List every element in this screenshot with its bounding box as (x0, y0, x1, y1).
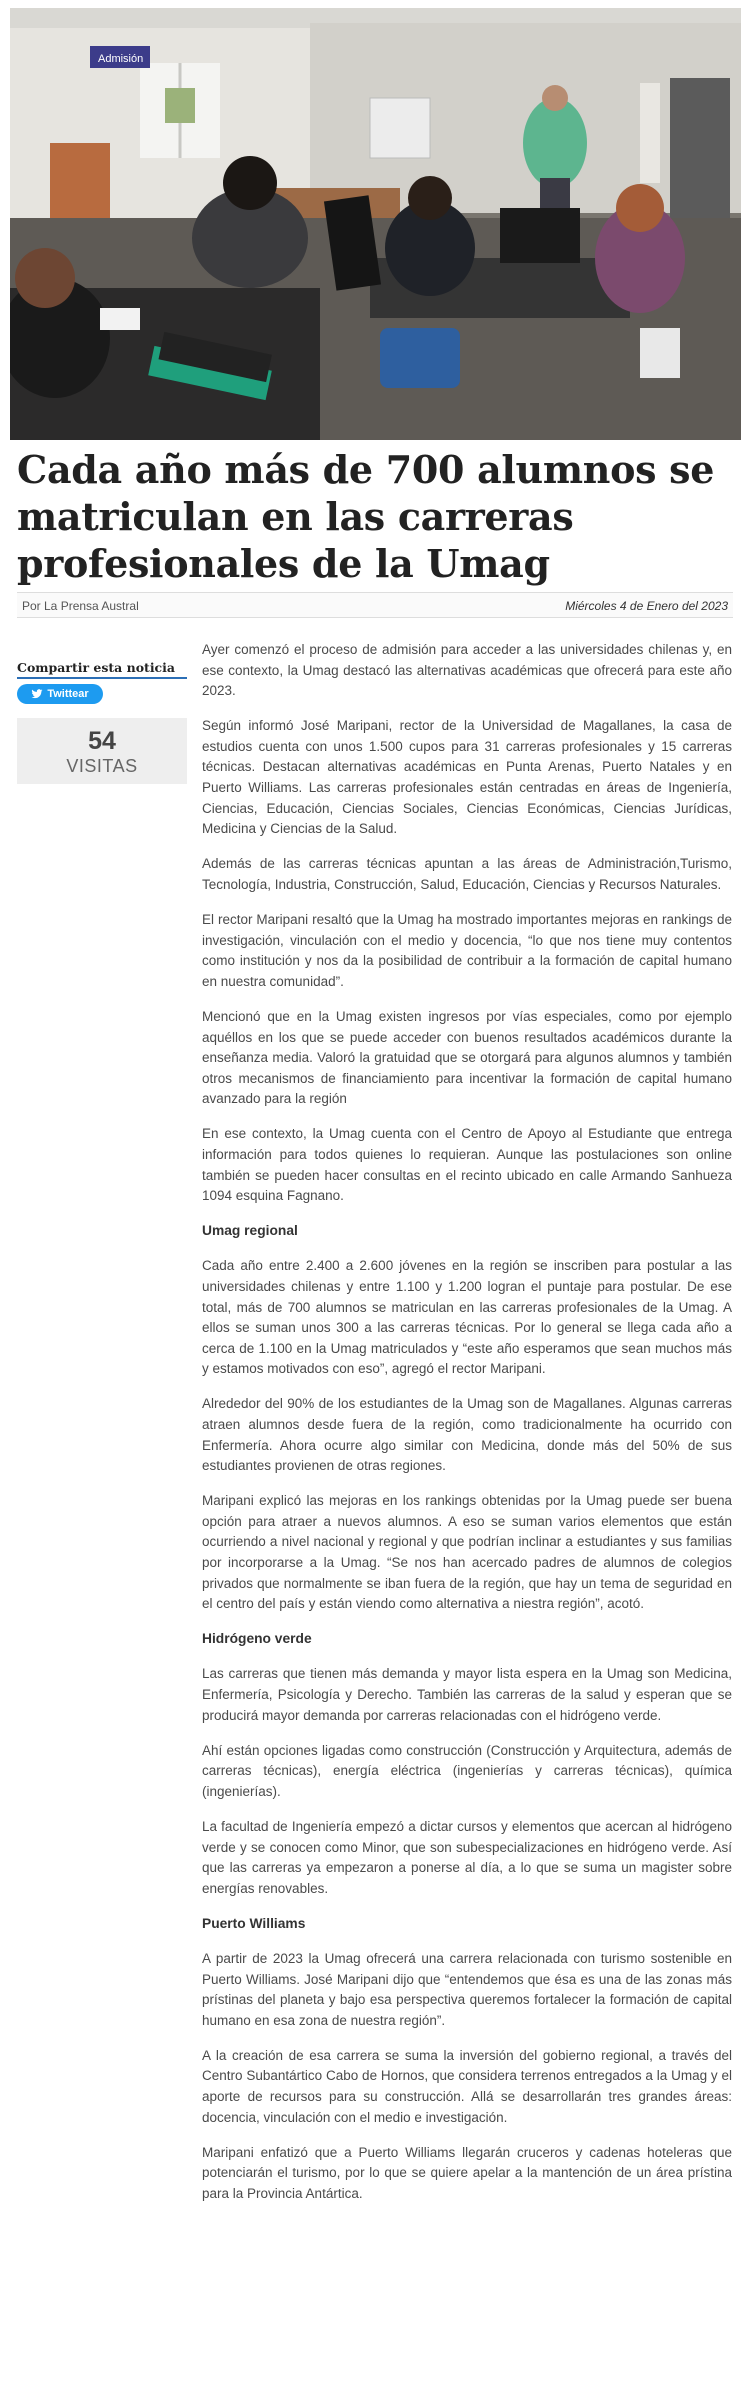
article-paragraph: Alrededor del 90% de los estudiantes de la Umag son de Magallanes. Algunas carreras atraen alumnos desde fuera de la región, como tradicionalmente ha ocurrido con Enfermería. Ahora ocurre algo similar con Medicina, donde más del 50% de sus estudiantes provienen de otras regiones. (202, 1396, 732, 1474)
admission-sign: Admisión (98, 53, 144, 65)
article-paragraph: El rector Maripani resaltó que la Umag ha mostrado importantes mejoras en rankings de investigación, vinculación con el medio y docencia, “lo que nos tiene muy contentos como institución y nos da la posibilidad de contribuir a la formación de capital humano en nuestra comunidad”. (202, 912, 732, 989)
hero-photo (10, 8, 741, 440)
article-paragraph: Maripani enfatizó que a Puerto Williams llegarán cruceros y cadenas hoteleras que potenciarán el turismo, por lo que se quiere apelar a la mantención de un área prístina para la Provincia Antártica. (202, 2144, 732, 2201)
article-headline: Cada año más de 700 alumnos se matriculan en las carreras profesionales de la Umag (17, 447, 715, 586)
article-date: Miércoles 4 de Enero del 2023 (565, 599, 728, 613)
article-paragraph: Las carreras que tienen más demanda y mayor lista espera en la Umag son Medicina, Enfermería, Psicología y Derecho. También las carreras de la salud y esperan que se producirá mayor demanda por carreras relacionadas con el hidrógeno verde. (202, 1666, 732, 1723)
article-paragraph: Según informó José Maripani, rector de la Universidad de Magallanes, la casa de estudios cuenta con unos 1.500 cupos para 31 carreras profesionales y 15 carreras técnicas. Destacan alternativas académicas en Punta Arenas, Puerto Natales y en Puerto Williams. Las carreras profesionales están centradas en áreas de Ingeniería, Ciencias, Educación, Ciencias Sociales, Ciencias Económicas, Ciencias Jurídicas, Medicina y Ciencias de la Salud. (202, 718, 732, 837)
article-paragraph: Ahí están opciones ligadas como construcción (Construcción y Arquitectura, además de carreras técnicas), energía eléctrica (ingenierías y carreras técnicas), química (ingenierías). (202, 1742, 732, 1799)
article-paragraph: Ayer comenzó el proceso de admisión para acceder a las universidades chilenas y, en ese contexto, la Umag destacó las alternativas académicas que ofrecerá para este año 2023. (202, 642, 732, 699)
section-heading-puerto-williams: Puerto Williams (202, 1915, 306, 1931)
article-paragraph: La facultad de Ingeniería empezó a dictar cursos y elementos que acercan al hidrógeno verde y se conocen como Minor, que son subespecializaciones en hidrógeno verde. Así que las carreras ya empezaron a ponerse al día, a lo que se suma un magister sobre energías renovables. (202, 1819, 732, 1896)
admission-office-photo (10, 8, 741, 440)
tweet-button-label: Twittear (47, 688, 89, 700)
visits-counter (17, 718, 187, 784)
visits-label: VISITAS (66, 756, 138, 776)
article-paragraph: A la creación de esa carrera se suma la inversión del gobierno regional, a través del Centro Subantártico Cabo de Hornos, que considera terrenos entregados a la Umag y el aporte de recursos para su construcción. Allá se desarrollarán tres grandes áreas: docencia, vinculación con el medio e investigación. (202, 2047, 732, 2125)
article-author: Por La Prensa Austral (22, 599, 139, 613)
share-heading: Compartir esta noticia (17, 660, 176, 675)
visits-count: 54 (88, 727, 116, 755)
section-heading-umag-regional: Umag regional (202, 1223, 298, 1239)
share-divider (17, 677, 187, 679)
tweet-button[interactable] (17, 684, 103, 704)
article-body (202, 640, 732, 2219)
article-paragraph: En ese contexto, la Umag cuenta con el Centro de Apoyo al Estudiante que entrega información para todos quienes lo requieran. Aunque las postulaciones son online también se pueden hacer consultas en el recinto ubicado en calle Armando Sanhueza 1094 esquina Fagnano. (202, 1126, 732, 1204)
article-paragraph: Maripani explicó las mejoras en los rankings obtenidas por la Umag puede ser buena opción para atraer a nuevos alumnos. A eso se suman varios elementos que están ocurriendo a nivel nacional y regional y que podrían inclinar a estudiantes y sus familias por incorporarse a la Umag. “Se nos han acercado padres de alumnos de colegios privados que normalmente se iban fuera de la región, que hay un tema de seguridad en el centro del país y están viendo como alternativa a niestra región”, acotó. (202, 1493, 732, 1612)
article-paragraph: Mencionó que en la Umag existen ingresos por vías especiales, como por ejemplo aquéllos en los que se puede acceder con buenos resultados académicos durante la enseñanza media. Valoró la gratuidad que se otorgará para algunos alumnos y también otros mecanismos de financiamiento para incentivar la formación de capital humano avanzado para la región (202, 1008, 732, 1107)
article-paragraph: A partir de 2023 la Umag ofrecerá una carrera relacionada con turismo sostenible en Puerto Williams. José Maripani dijo que “entendemos que ésa es una de las zonas más prístinas del planeta y bajo esa perspectiva queremos fortalecer la formación de capital humano en esa zona de nuestra región”. (202, 1950, 732, 2028)
section-heading-hidrogeno-verde: Hidrógeno verde (202, 1631, 312, 1647)
twitter-bird-icon (31, 688, 43, 700)
article-meta-bar (17, 592, 733, 618)
article-paragraph: Cada año entre 2.400 a 2.600 jóvenes en la región se inscriben para postular a las universidades chilenas y entre 1.100 y 1.200 logran el puntaje para postular. De ese total, más de 700 alumnos se matriculan en las carreras profesionales de la Umag. A ellos se suman unos 300 a las carreras técnicas. Por lo general se llega cada año a cerca de 1.100 en la Umag matriculados y “este año esperamos que sean muchos más y estamos motivados con eso”, agregó el rector Maripani. (202, 1258, 732, 1377)
article-paragraph: Además de las carreras técnicas apuntan a las áreas de Administración,Turismo, Tecnología, Industria, Construcción, Salud, Educación, Ciencias y Recursos Naturales. (202, 856, 732, 892)
